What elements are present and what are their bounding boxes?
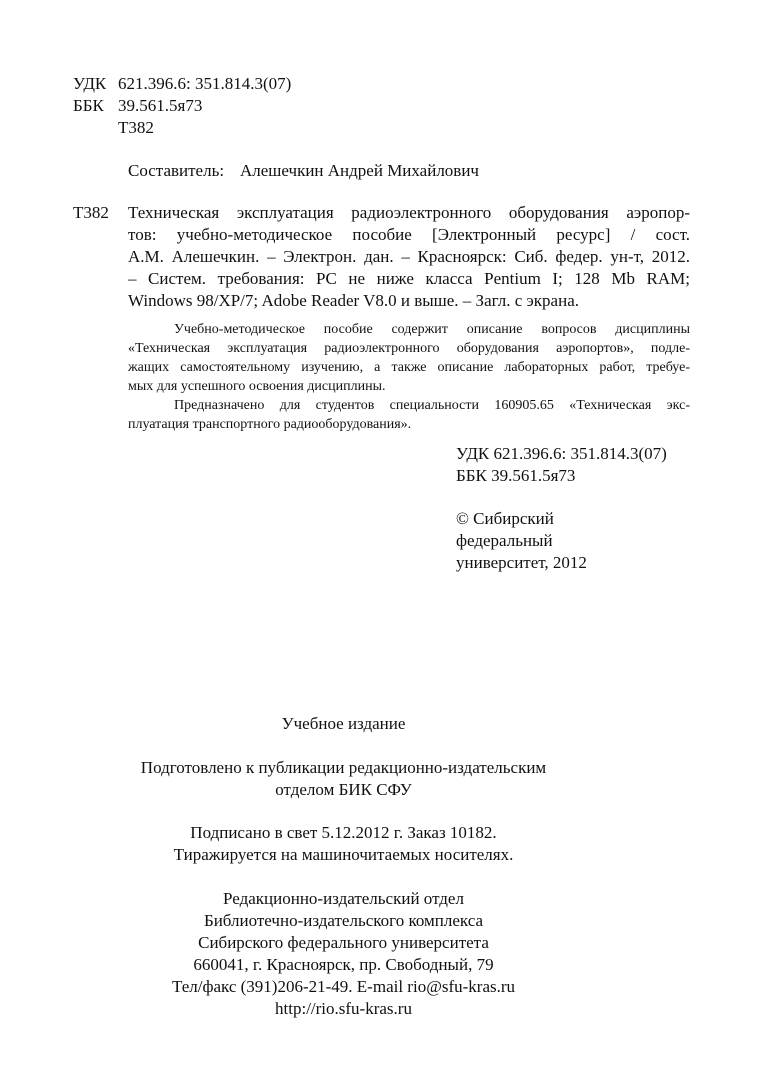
- bib-record-text: [128, 202, 690, 312]
- abstract-line: мых для успешного освоения дисциплины.: [128, 379, 386, 394]
- copyright-line: университет, 2012: [456, 553, 587, 572]
- udk-classification: УДК 621.396.6: 351.814.3(07): [456, 444, 667, 463]
- publisher-contact: Тел/факс (391)206-21-49. E-mail rio@sfu-kras.ru: [171, 977, 516, 996]
- bib-record-code: Т382: [73, 203, 109, 222]
- bbk-classification: ББК 39.561.5я73: [456, 466, 576, 485]
- publisher-address: 660041, г. Красноярск, пр. Свободный, 79: [193, 955, 494, 974]
- udk-value: 621.396.6: 351.814.3(07): [118, 74, 292, 93]
- publisher-line: Сибирского федерального университета: [198, 933, 489, 952]
- abstract-line: Предназначено для студентов специальности 160905.65 «Техническая экс-: [174, 398, 690, 413]
- publisher-website: http://rio.sfu-kras.ru: [275, 999, 412, 1018]
- bib-record-line: А.М. Алешечкин. – Электрон. дан. – Красноярск: Сиб. федер. ун-т, 2012.: [128, 247, 690, 266]
- publisher-line: Редакционно-издательский отдел: [223, 889, 464, 908]
- bib-record-line: Windows 98/XP/7; Adobe Reader V8.0 и выше. – Загл. с экрана.: [128, 291, 579, 310]
- abstract-line: Учебно-методическое пособие содержит описание вопросов дисциплины: [174, 322, 690, 337]
- bib-record-line: тов: учебно-методическое пособие [Электронный ресурс] / сост.: [128, 225, 690, 244]
- compiler-label: Составитель:: [128, 161, 225, 180]
- udk-label: УДК: [73, 74, 107, 93]
- abstract: [128, 320, 690, 434]
- print-line: Подписано в свет 5.12.2012 г. Заказ 10182.: [190, 823, 497, 842]
- compiler-name: Алешечкин Андрей Михайлович: [240, 161, 479, 180]
- bbk-value: 39.561.5я73: [118, 96, 203, 115]
- publisher-line: Библиотечно-издательского комплекса: [203, 911, 484, 930]
- abstract-line: плуатация транспортного радиооборудования».: [128, 417, 412, 432]
- bib-record-line: Техническая эксплуатация радиоэлектронного оборудования аэропор-: [128, 203, 690, 222]
- copyright-line: © Сибирский: [456, 509, 554, 528]
- abstract-line: «Техническая эксплуатация радиоэлектронного оборудования аэропортов», подле-: [128, 341, 690, 356]
- print-line: Тиражируется на машиночитаемых носителях.: [173, 845, 514, 864]
- bib-record-line: – Систем. требования: PC не ниже класса Pentium I; 128 Mb RAM;: [128, 269, 690, 288]
- bbk-label: ББК: [73, 96, 104, 115]
- author-mark: Т382: [118, 118, 154, 137]
- abstract-line: жащих самостоятельному изучению, а также описание лабораторных работ, требуе-: [128, 360, 690, 375]
- prepared-line: Подготовлено к публикации редакционно-издательским: [140, 758, 547, 777]
- copyright-line: федеральный: [456, 531, 553, 550]
- prepared-line: отделом БИК СФУ: [275, 780, 412, 799]
- edition-type: Учебное издание: [281, 714, 406, 733]
